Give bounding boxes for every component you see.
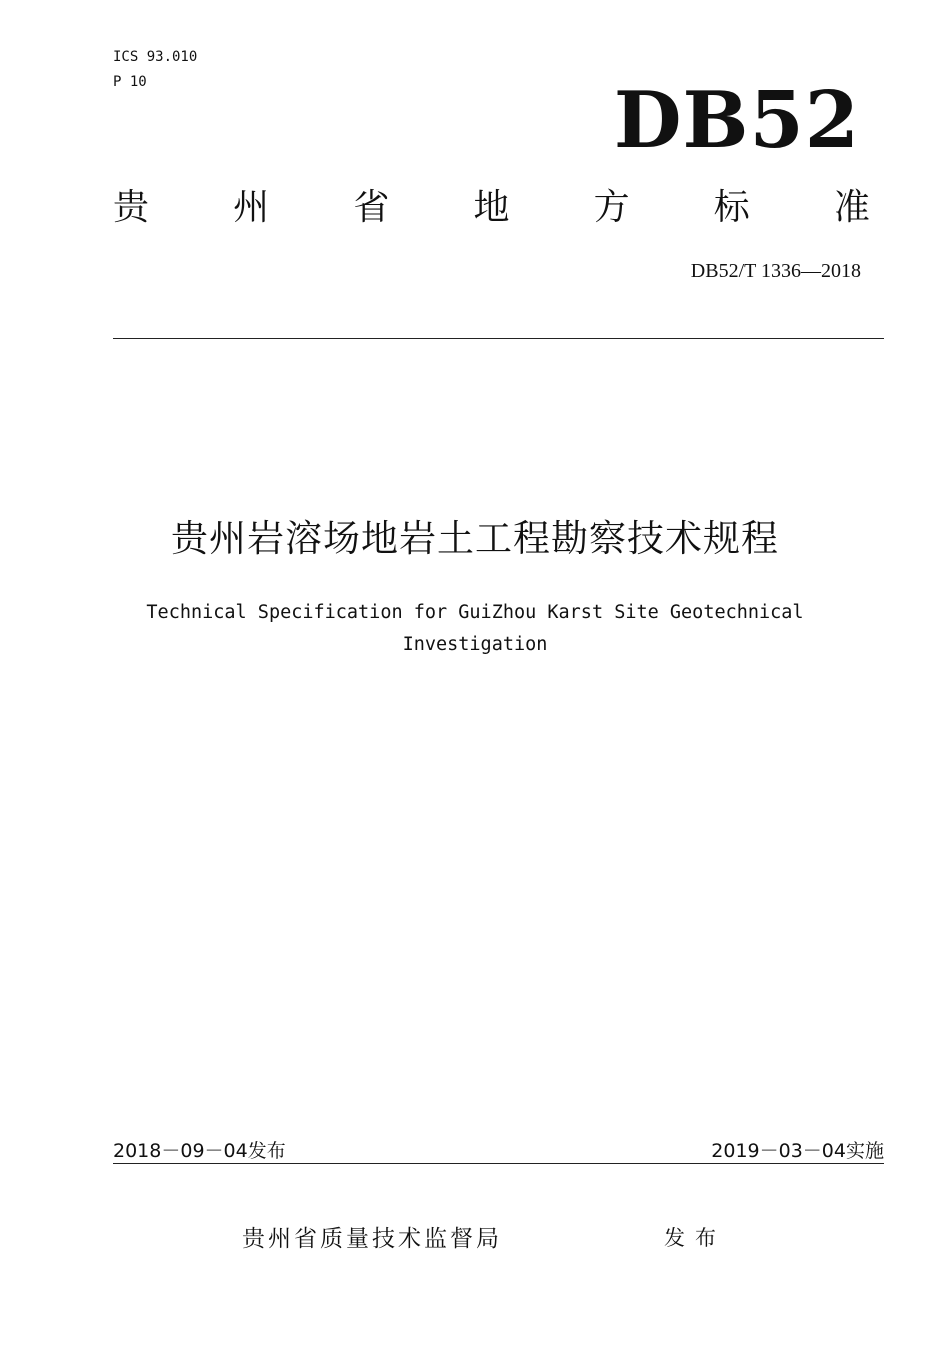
standard-type-char: 贵 [113,187,150,228]
publish-date: 2018－09－04发布 [113,1140,286,1162]
standard-logo: DB52 [613,75,860,166]
english-title-line-2: Investigation [402,634,548,655]
english-title-line-1: Technical Specification for GuiZhou Karst Site Geotechnical [146,602,804,623]
issuing-authority: 贵州省质量技术监督局 [242,1226,502,1252]
implement-date: 2019－03－04实施 [711,1140,884,1162]
standard-type-char: 准 [833,187,870,228]
bottom-divider [113,1163,884,1164]
standard-number: DB52/T 1336—2018 [690,260,861,282]
top-divider [113,338,884,339]
document-title-english [100,597,850,661]
standard-type-char: 地 [473,187,510,228]
standard-type-char: 省 [353,187,390,228]
standard-type-heading [113,184,870,232]
ccs-code: P 10 [113,74,147,90]
ics-code: ICS 93.010 [113,49,198,65]
standard-type-char: 标 [713,187,750,228]
document-title-chinese: 贵州岩溶场地岩土工程勘察技术规程 [171,517,779,560]
issue-label: 发布 [664,1226,726,1250]
standard-type-char: 方 [593,187,630,228]
standard-type-char: 州 [233,187,270,228]
